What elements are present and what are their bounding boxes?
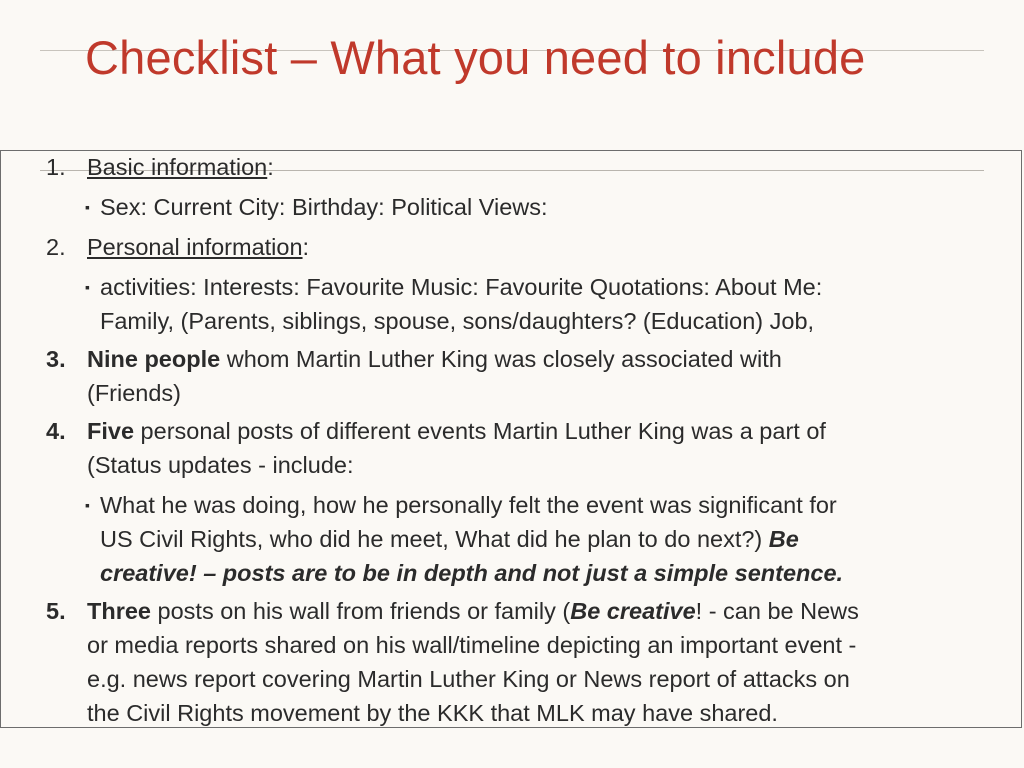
item-number: 5. bbox=[46, 598, 66, 624]
sub-item-emphasis-line: creative! – posts are to be in depth and not just a simple sentence. bbox=[100, 560, 844, 586]
list-item bbox=[0, 594, 1024, 730]
item-text-emphasis: Be creative bbox=[570, 598, 696, 624]
sub-item bbox=[0, 270, 1024, 338]
item-text-line: or media reports shared on his wall/timeline depicting an important event - bbox=[87, 632, 857, 658]
item-emphasis: Nine people bbox=[87, 346, 221, 372]
item-text: whom Martin Luther King was closely associated with bbox=[220, 346, 782, 372]
item-text: personal posts of different events Martin Luther King was a part of bbox=[134, 418, 826, 444]
item-emphasis: Five bbox=[87, 418, 135, 444]
item-number: 4. bbox=[46, 418, 66, 444]
list-item bbox=[0, 150, 1024, 184]
item-emphasis: Three bbox=[87, 598, 151, 624]
checklist bbox=[0, 150, 1024, 730]
slide-title: Checklist – What you need to include bbox=[85, 31, 866, 84]
sub-item-text: Sex: Current City: Birthday: Political Views: bbox=[100, 194, 548, 220]
item-heading-colon: : bbox=[302, 234, 310, 260]
sub-item-text: US Civil Rights, who did he meet, What did he plan to do next?) bbox=[100, 526, 769, 552]
list-item bbox=[0, 230, 1024, 264]
item-text: posts on his wall from friends or family ( bbox=[151, 598, 571, 624]
sub-item bbox=[0, 190, 1024, 224]
item-number: 3. bbox=[46, 346, 66, 372]
list-item bbox=[0, 414, 1024, 482]
sub-item-line: What he was doing, how he personally felt the event was significant for bbox=[100, 492, 837, 518]
sub-item-emphasis: Be bbox=[768, 526, 799, 552]
list-item bbox=[0, 342, 1024, 410]
item-number: 2. bbox=[46, 234, 66, 260]
item-text: ! - can be News bbox=[695, 598, 859, 624]
item-number: 1. bbox=[46, 154, 66, 180]
sub-item-line: Family, (Parents, siblings, spouse, sons/daughters? (Education) Job, bbox=[100, 308, 815, 334]
item-text-line: e.g. news report covering Martin Luther King or News report of attacks on bbox=[87, 666, 850, 692]
sub-item-line: activities: Interests: Favourite Music: Favourite Quotations: About Me: bbox=[100, 274, 823, 300]
bullet-icon: ▪ bbox=[85, 279, 90, 295]
item-heading-colon: : bbox=[267, 154, 274, 180]
sub-item bbox=[0, 488, 1024, 590]
bullet-icon: ▪ bbox=[85, 199, 90, 215]
item-text-line: the Civil Rights movement by the KKK that MLK may have shared. bbox=[87, 700, 778, 726]
bullet-icon: ▪ bbox=[85, 497, 90, 513]
item-heading: Basic information bbox=[87, 154, 268, 180]
item-heading: Personal information bbox=[87, 234, 303, 260]
item-text-line: (Status updates - include: bbox=[87, 452, 354, 478]
item-text-line: (Friends) bbox=[87, 380, 182, 406]
